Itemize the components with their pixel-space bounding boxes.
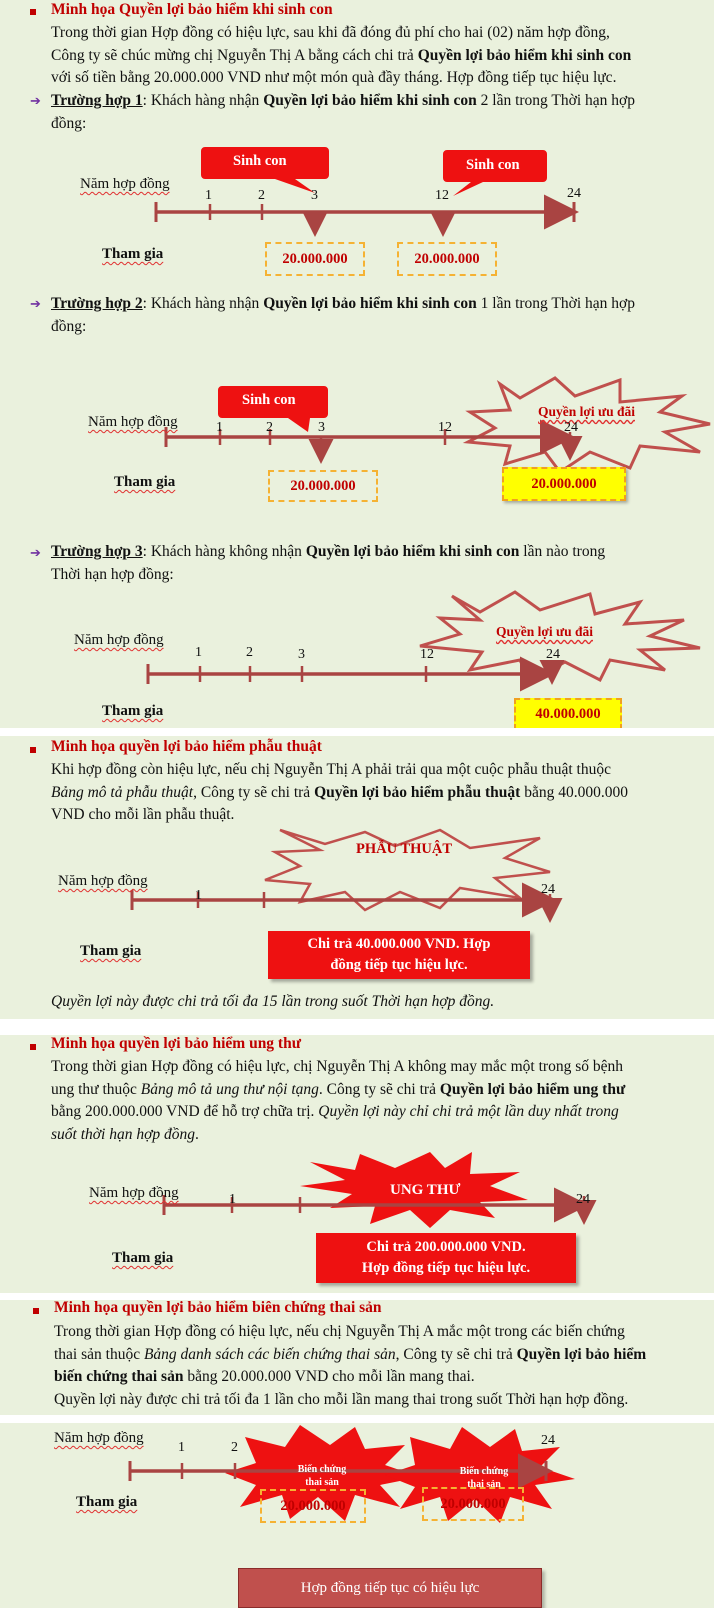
callout-birth-label: Sinh con [242, 392, 296, 408]
tick-1: 1 [195, 645, 202, 660]
paragraph-birth [51, 22, 711, 90]
bullet-icon [33, 1308, 39, 1314]
tick-12: 12 [420, 647, 434, 662]
amount-box: 20.000.000 [265, 242, 365, 276]
bullet-icon [30, 9, 36, 15]
tick-24: 24 [567, 186, 581, 201]
burst-cancer-label: UNG THƯ [390, 1182, 461, 1198]
panel-birth-benefit [0, 0, 714, 728]
tick-2: 2 [266, 420, 273, 435]
paragraph-pregnancy: Trong thời gian Hợp đồng có hiệu lực, nếu chị Nguyễn Thị A mắc một trong các biến chứng thai sản thuộc Bảng danh sách các biến chứng thai sản, Công ty sẽ chi trả Quyền lợi bảo hiểm biến chứng thai sản bằng 20.000.000 VND cho mỗi lần mang thai. Quyền lợi này được chi trả tối đa 1 lần cho mỗi lần mang thai trong suốt Thời hạn hợp đồng. [54, 1323, 647, 1408]
join-label: Tham gia [112, 1250, 174, 1266]
amount-box-bonus: 40.000.000 [514, 698, 622, 728]
amount-box: 20.000.000 [268, 470, 378, 502]
join-label: Tham gia [114, 474, 176, 490]
amount-box: 20.000.000 [260, 1489, 366, 1523]
year-label: Năm hợp đồng [89, 1185, 179, 1201]
tick-12: 12 [438, 420, 452, 435]
text-line: Công ty sẽ chúc mừng chị Nguyễn Thị A bằng cách chi trả Quyền lợi bảo hiểm khi sinh con [51, 46, 632, 64]
callout-birth-1-label: Sinh con [233, 153, 287, 169]
arrow-bullet-icon: ➔ [30, 296, 41, 311]
year-label: Năm hợp đồng [88, 414, 178, 430]
surgery-note: Quyền lợi này được chi trả tối đa 15 lần trong suốt Thời hạn hợp đồng. [51, 993, 495, 1010]
text-line: Trong thời gian Hợp đồng có hiệu lực, sau khi đã đóng đủ phí cho hai (02) năm hợp đồng, [51, 24, 610, 41]
section-heading-cancer: Minh họa quyền lợi bảo hiểm ung thư [51, 1035, 302, 1052]
year-label: Năm hợp đồng [74, 632, 164, 648]
tick-12: 12 [435, 188, 449, 203]
burst-pregnancy-2-label: Biến chứng thai sản [459, 1466, 509, 1490]
join-label: Tham gia [102, 246, 164, 262]
tick-24: 24 [576, 1192, 590, 1207]
panel-pregnancy-timeline [0, 1423, 714, 1608]
tick-1: 1 [216, 420, 223, 435]
bullet-icon [30, 747, 36, 753]
amount-box-bonus: 20.000.000 [502, 467, 626, 501]
burst-bonus-label: Quyền lợi ưu đãi [538, 404, 635, 419]
bullet-icon [30, 1044, 36, 1050]
tick-1: 1 [178, 1440, 185, 1455]
contract-continues-banner: Hợp đồng tiếp tục có hiệu lực [238, 1568, 542, 1608]
section-heading-birth: Minh họa Quyền lợi bảo hiểm khi sinh con [51, 1, 333, 18]
tick-3: 3 [311, 188, 318, 203]
tick-2: 2 [231, 1440, 238, 1455]
text-line: với số tiền bằng 20.000.000 VND như một món quà đầy tháng. Hợp đồng tiếp tục hiệu lực. [51, 69, 617, 86]
payout-box-cancer: Chi trả 200.000.000 VND. Hợp đồng tiếp tục hiệu lực. [316, 1233, 576, 1283]
section-heading-surgery: Minh họa quyền lợi bảo hiểm phẫu thuật [51, 738, 322, 755]
year-label: Năm hợp đồng [80, 176, 170, 192]
tick-24: 24 [564, 420, 578, 435]
burst-bonus-label: Quyền lợi ưu đãi [496, 624, 593, 639]
payout-box-surgery: Chi trả 40.000.000 VND. Hợp đồng tiếp tục hiệu lực. [268, 931, 530, 979]
arrow-bullet-icon: ➔ [30, 93, 41, 108]
tick-1: 1 [205, 188, 212, 203]
tick-2: 2 [246, 645, 253, 660]
tick-2: 2 [258, 188, 265, 203]
panel-surgery-benefit [0, 736, 714, 1019]
amount-box: 20.000.000 [422, 1487, 524, 1521]
join-label: Tham gia [80, 943, 142, 959]
amount-box: 20.000.000 [397, 242, 497, 276]
panel-cancer-benefit [0, 1035, 714, 1293]
paragraph-cancer: Trong thời gian Hợp đồng có hiệu lực, chị Nguyễn Thị A không may mắc một trong số bệnh ung thư thuộc Bảng mô tả ung thư nội tạng. Công ty sẽ chi trả Quyền lợi bảo hiểm ung thư bằng 200.000.000 VND để hỗ trợ chữa trị. Quyền lợi này chỉ chi trả một lần duy nhất trong suốt thời hạn hợp đồng. [51, 1058, 626, 1143]
section-heading-pregnancy: Minh họa quyền lợi bảo hiểm biên chứng thai sản [54, 1300, 382, 1316]
burst-surgery-label: PHẪU THUẬT [356, 841, 453, 857]
tick-1: 1 [195, 888, 202, 903]
join-label: Tham gia [76, 1494, 138, 1510]
tick-24: 24 [546, 647, 560, 662]
tick-24: 24 [541, 1433, 555, 1448]
year-label: Năm hợp đồng [54, 1430, 144, 1446]
burst-bonus [468, 378, 710, 472]
join-label: Tham gia [102, 703, 164, 719]
burst-pregnancy-1-label: Biến chứng thai sản [297, 1464, 347, 1488]
case1-text: Trường hợp 1: Khách hàng nhận Quyền lợi bảo hiểm khi sinh con 2 lần trong Thời hạn hợp đồng: [51, 92, 635, 132]
tick-24: 24 [541, 882, 555, 897]
arrow-bullet-icon: ➔ [30, 545, 41, 560]
tick-1: 1 [229, 1192, 236, 1207]
tick-3: 3 [298, 647, 305, 662]
panel-pregnancy-text [0, 1300, 714, 1415]
paragraph-surgery: Khi hợp đồng còn hiệu lực, nếu chị Nguyễn Thị A phải trải qua một cuộc phẫu thuật thuộc Bảng mô tả phẫu thuật, Công ty sẽ chi trả Quyền lợi bảo hiểm phẫu thuật bằng 40.000.000 VND cho mỗi lần phẫu thuật. [51, 761, 628, 823]
case2-text: Trường hợp 2: Khách hàng nhận Quyền lợi bảo hiểm khi sinh con 1 lần trong Thời hạn hợp đồng: [51, 295, 635, 335]
year-label: Năm hợp đồng [58, 873, 148, 889]
callout-birth-2-label: Sinh con [466, 157, 520, 173]
case3-text: Trường hợp 3: Khách hàng không nhận Quyền lợi bảo hiểm khi sinh con lần nào trong Thời hạn hợp đồng: [51, 543, 606, 583]
tick-3: 3 [318, 420, 325, 435]
